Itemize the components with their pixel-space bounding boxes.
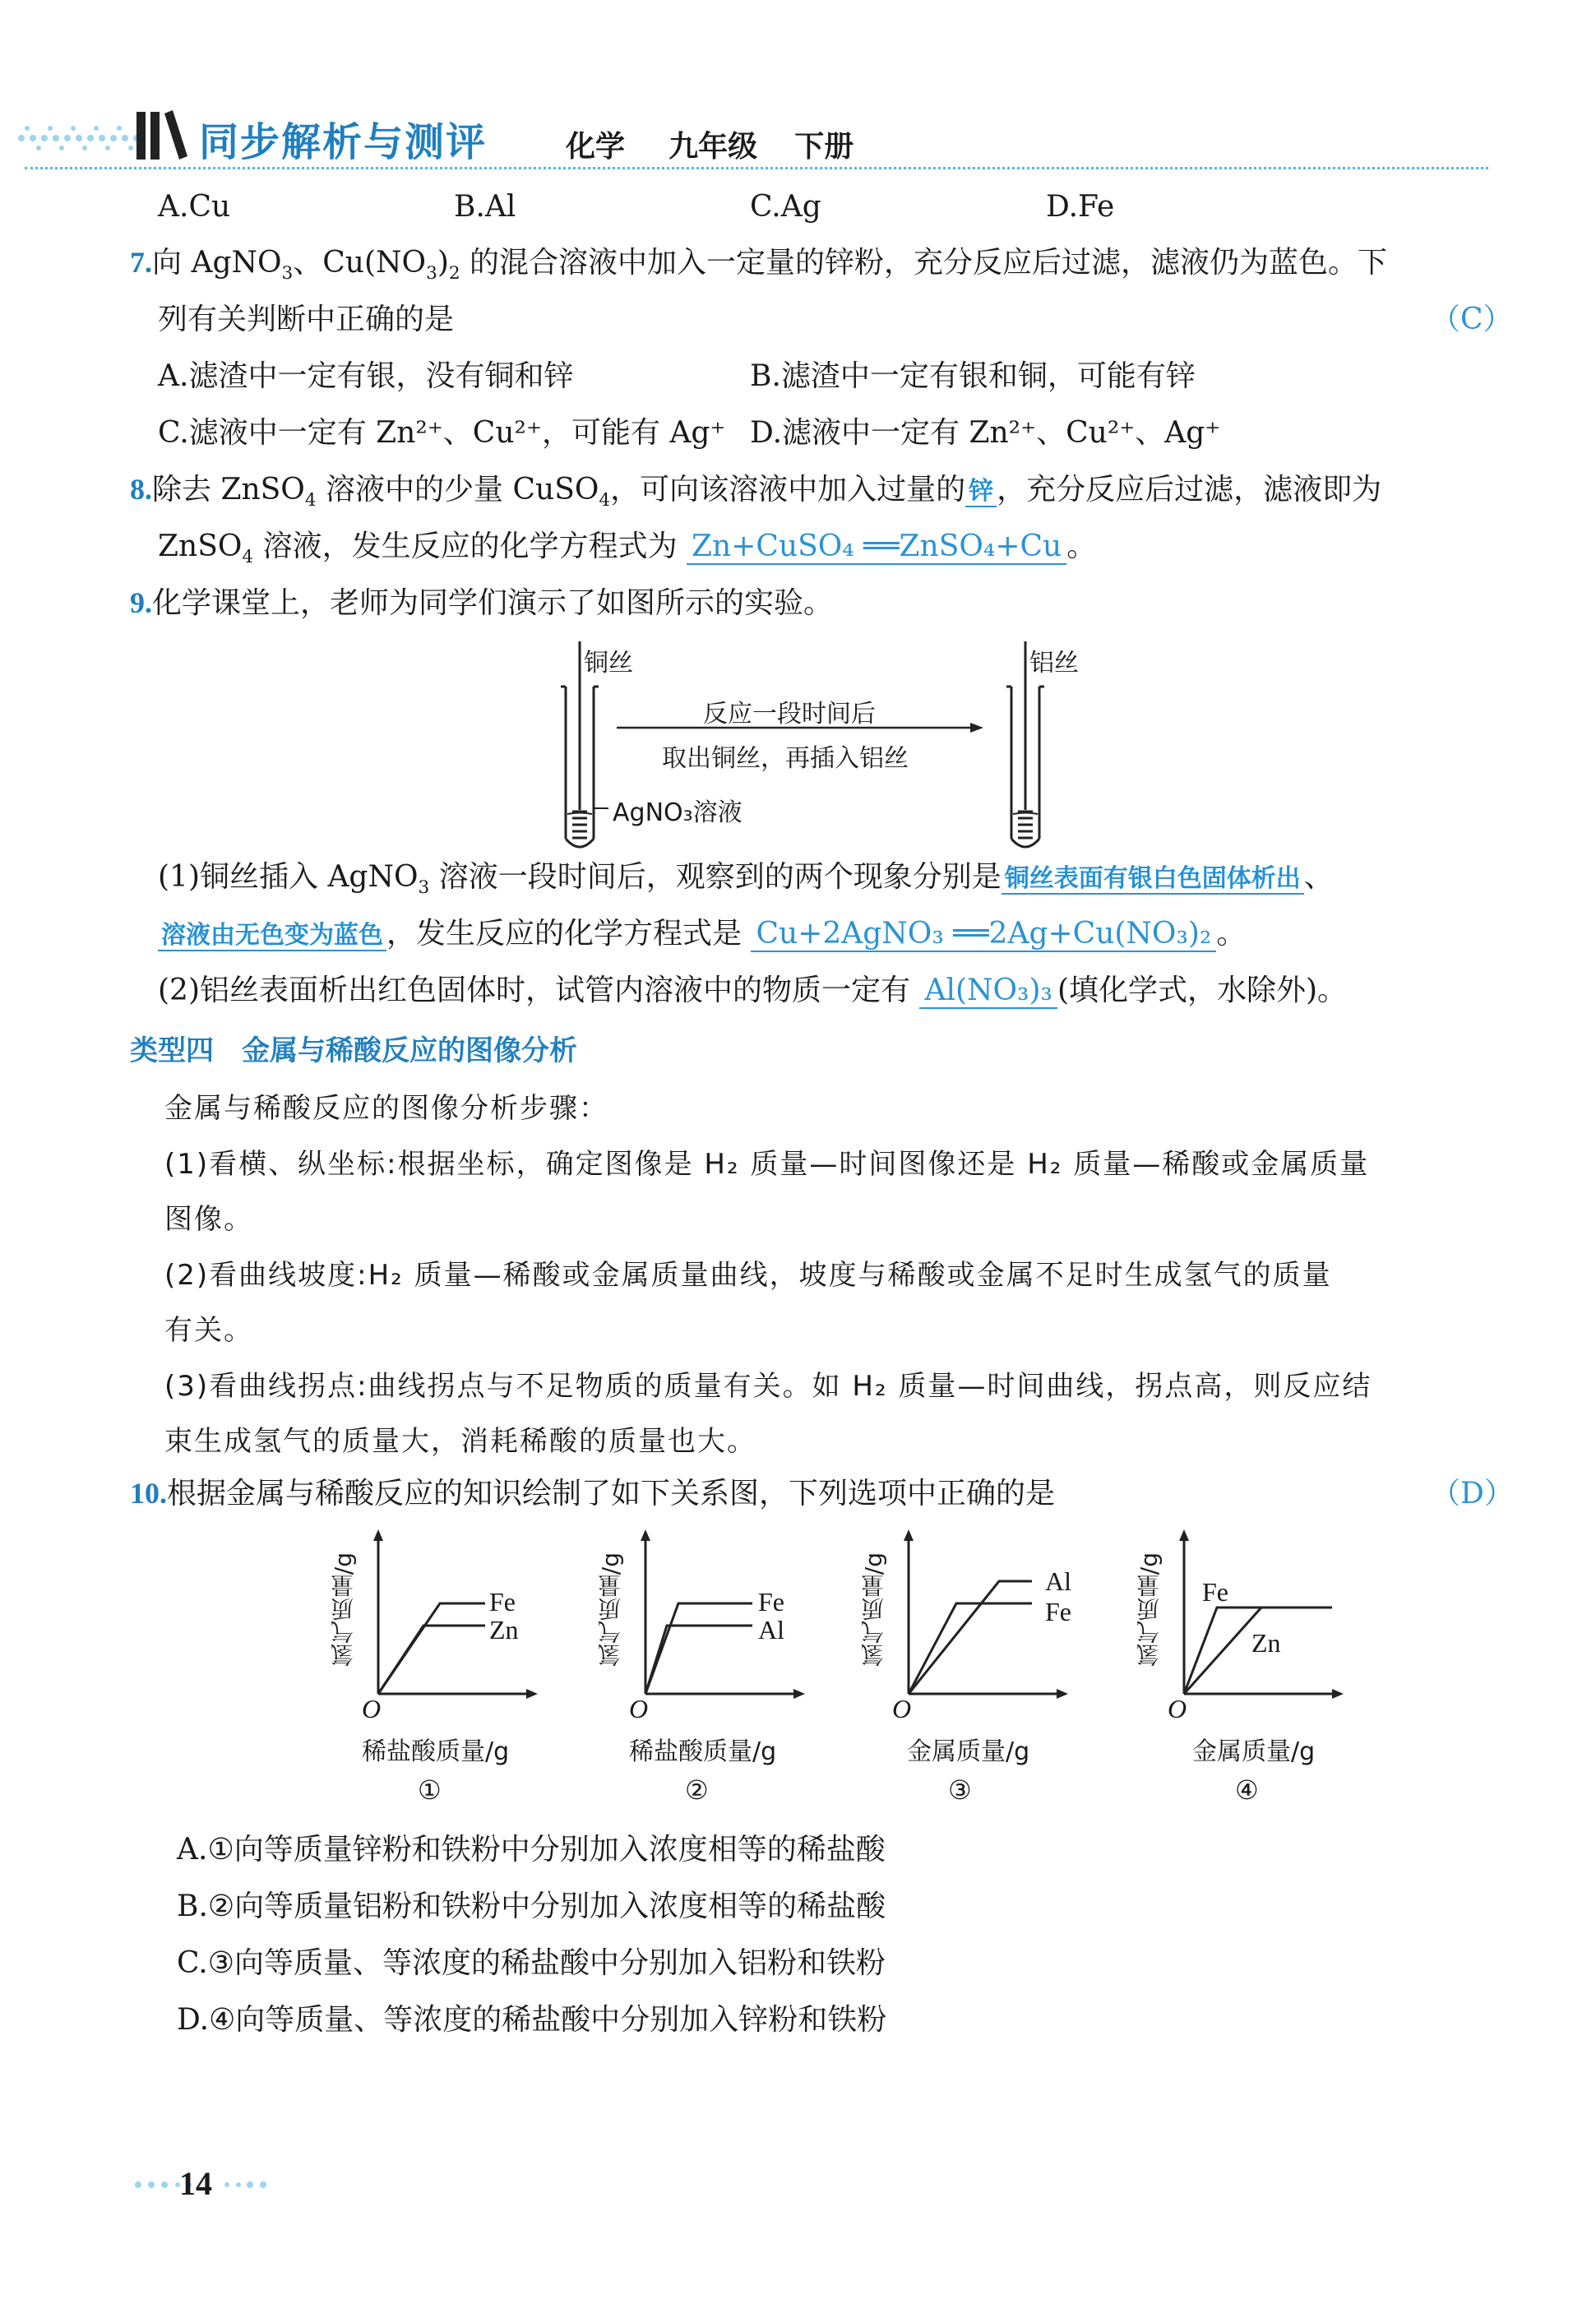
- curve-label-upper: Fe: [758, 1587, 784, 1617]
- step-1-line-1: (1)看横、纵坐标:根据坐标，确定图像是 H₂ 质量—时间图像还是 H₂ 质量—稀酸或金属质量: [164, 1148, 1370, 1181]
- q8-equation-answer: Zn+CuSO₄ ══ZnSO₄+Cu: [687, 530, 1066, 565]
- copper-coil: [572, 812, 587, 838]
- book-logo-icon: [133, 105, 191, 164]
- curve-label-lower: Al: [758, 1615, 784, 1645]
- label-agno3-solution: AgNO₃溶液: [613, 798, 742, 827]
- graph-caption: ③: [948, 1774, 972, 1806]
- header-divider: [25, 167, 1488, 169]
- curve-label-upper: Al: [1045, 1566, 1071, 1596]
- q10-option-a: A.①向等质量锌粉和铁粉中分别加入浓度相等的稀盐酸: [177, 1833, 886, 1867]
- q7-stem-line2: 列有关判断中正确的是: [158, 303, 455, 336]
- q10-option-b: B.②向等质量铝粉和铁粉中分别加入浓度相等的稀盐酸: [177, 1890, 886, 1923]
- aluminum-coil: [1018, 812, 1033, 838]
- header-volume: 下册: [794, 130, 854, 164]
- header-subject: 化学: [566, 130, 626, 164]
- q6-option-b: B.Al: [454, 190, 516, 224]
- q10-stem: 根据金属与稀酸反应的知识绘制了如下关系图，下列选项中正确的是: [167, 1477, 1056, 1510]
- q9-phenomenon-1: 铜丝表面有银白色固体析出: [1002, 864, 1304, 895]
- footer-dots-right: [220, 2172, 278, 2197]
- x-axis-label: 金属质量/g: [907, 1737, 1030, 1766]
- step-2-line-1: (2)看曲线坡度:H₂ 质量—稀酸或金属质量曲线，坡度与稀酸或金属不足时生成氢气的质量: [164, 1259, 1332, 1292]
- graph-caption: ②: [685, 1774, 709, 1806]
- q10-answer: （D）: [1431, 1477, 1514, 1510]
- q9-equation-answer: Cu+2AgNO₃ ══2Ag+Cu(NO₃)₂: [751, 917, 1216, 952]
- q7-answer: （C）: [1431, 303, 1513, 336]
- q7-option-a: A.滤渣中一定有银，没有铜和锌: [158, 359, 574, 393]
- q10-option-c: C.③向等质量、等浓度的稀盐酸中分别加入铝粉和铁粉: [177, 1946, 886, 1980]
- y-axis-label: 氢气质量/g: [330, 1552, 357, 1668]
- step-3-line-2: 束生成氢气的质量大，消耗稀酸的质量也大。: [164, 1425, 756, 1458]
- book-title: 同步解析与测评: [199, 119, 488, 165]
- arrow-label-top: 反应一段时间后: [703, 700, 876, 729]
- curve-upper: [645, 1603, 752, 1694]
- q9-number: 9.: [130, 586, 152, 619]
- curve-label-lower: Fe: [1045, 1597, 1071, 1626]
- q9-phenomenon-2: 溶液由无色变为蓝色: [158, 921, 386, 951]
- step-3-line-1: (3)看曲线拐点:曲线拐点与不足物质的质量有关。如 H₂ 质量—时间曲线，拐点高，则反应结: [164, 1370, 1372, 1403]
- y-axis-label: 氢气质量/g: [860, 1552, 887, 1668]
- q6-option-a: A.Cu: [158, 190, 231, 224]
- arrow-label-bottom: 取出铜丝，再插入铝丝: [662, 744, 909, 773]
- origin-label: O: [1168, 1694, 1187, 1723]
- graph-1: [321, 1529, 559, 1809]
- origin-label: O: [892, 1694, 912, 1723]
- section-title: 类型四 金属与稀酸反应的图像分析: [130, 1034, 577, 1067]
- graph-caption: ①: [418, 1774, 442, 1806]
- curve-lower: [378, 1626, 485, 1694]
- curve-upper: [909, 1581, 1032, 1694]
- page-number: 14: [179, 2165, 212, 2202]
- q7-option-c: C.滤液中一定有 Zn²⁺、Cu²⁺，可能有 Ag⁺: [158, 416, 726, 450]
- section-intro: 金属与稀酸反应的图像分析步骤：: [164, 1092, 608, 1125]
- origin-label: O: [362, 1694, 382, 1723]
- label-copper-wire: 铜丝: [584, 649, 633, 678]
- q9-part2-answer: Al(NO₃)₃: [919, 974, 1057, 1009]
- q7-option-d: D.滤液中一定有 Zn²⁺、Cu²⁺、Ag⁺: [750, 416, 1221, 450]
- label-aluminum-wire: 铝丝: [1029, 649, 1079, 678]
- curve-lower: [645, 1626, 752, 1694]
- q6-option-d: D.Fe: [1046, 190, 1115, 224]
- x-axis-label: 稀盐酸质量/g: [362, 1737, 510, 1766]
- curve-lower: [1184, 1608, 1261, 1694]
- step-2-line-2: 有关。: [164, 1314, 253, 1347]
- q8-number: 8.: [130, 473, 152, 506]
- header-dots-decoration: [16, 123, 140, 153]
- header-grade: 九年级: [668, 130, 758, 164]
- y-axis-label: 氢气质量/g: [1136, 1552, 1163, 1668]
- graph-4: [1126, 1529, 1373, 1809]
- graph-caption: ④: [1235, 1774, 1259, 1806]
- q7-option-b: B.滤渣中一定有银和铜，可能有锌: [750, 359, 1196, 393]
- x-axis-label: 金属质量/g: [1192, 1737, 1316, 1766]
- x-axis-label: 稀盐酸质量/g: [629, 1737, 777, 1766]
- q10-option-d: D.④向等质量、等浓度的稀盐酸中分别加入锌粉和铁粉: [177, 2003, 887, 2037]
- step-1-line-2: 图像。: [164, 1203, 253, 1236]
- curve-label-upper: Fe: [1202, 1577, 1228, 1607]
- curve-label-lower: Zn: [1251, 1628, 1281, 1658]
- graph-2: [588, 1529, 826, 1809]
- graph-3: [851, 1529, 1089, 1809]
- q7-number: 7.: [130, 246, 152, 279]
- q10-number: 10.: [130, 1477, 167, 1510]
- q9-stem: 化学课堂上，老师为同学们演示了如图所示的实验。: [152, 586, 834, 620]
- curve-upper: [378, 1603, 485, 1694]
- curve-label-lower: Zn: [489, 1615, 519, 1645]
- curve-label-upper: Fe: [489, 1587, 516, 1617]
- experiment-diagram: [526, 637, 1079, 851]
- origin-label: O: [629, 1694, 649, 1723]
- q6-option-c: C.Ag: [750, 190, 821, 224]
- y-axis-label: 氢气质量/g: [597, 1552, 624, 1668]
- q8-blank-answer: 锌: [965, 477, 997, 507]
